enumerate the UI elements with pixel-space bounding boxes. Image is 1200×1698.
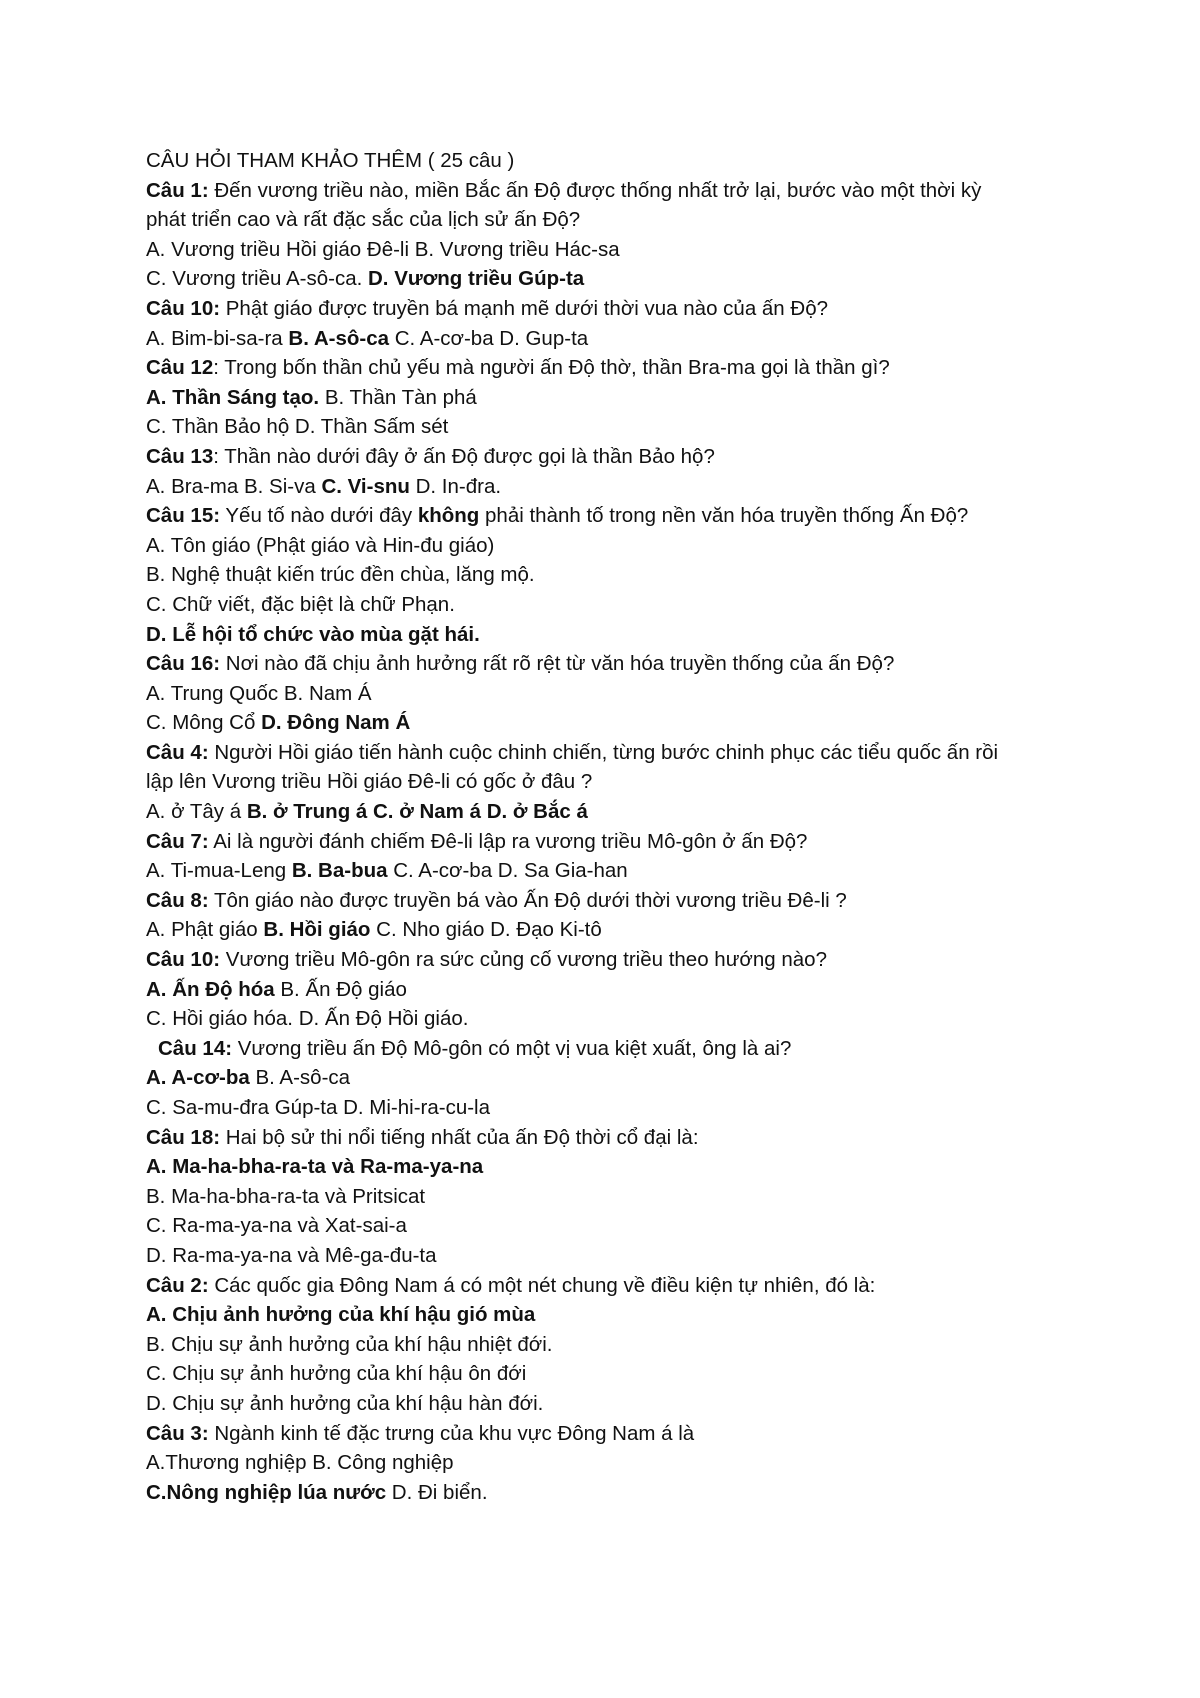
text-line — [146, 1330, 1106, 1360]
text-line — [146, 1478, 1106, 1508]
bold-text: Câu 13 — [146, 444, 214, 468]
text-segment: C. A-cơ-ba D. Sa Gia-han — [387, 859, 628, 883]
text-line — [146, 649, 1106, 679]
text-segment: CÂU HỎI THAM KHẢO THÊM ( 25 câu ) — [146, 149, 515, 172]
bold-text: Câu 7: — [146, 829, 209, 853]
text-segment: Vương triều ấn Độ Mô-gôn có một vị vua kiệt xuất, ông là ai? — [232, 1036, 792, 1060]
bold-text: Câu 10: — [146, 296, 221, 320]
text-line — [146, 412, 1106, 442]
bold-text: Câu 1: — [146, 178, 209, 202]
text-segment: Ngành kinh tế đặc trưng của khu vực Đông Nam á là — [208, 1421, 695, 1445]
text-segment: B. Ấn Độ giáo — [274, 977, 407, 1001]
text-segment: B. Chịu sự ảnh hưởng của khí hậu nhiệt đới. — [146, 1332, 553, 1356]
text-segment: : Thần nào dưới đây ở ấn Độ được gọi là thần Bảo hộ? — [213, 444, 715, 468]
text-line — [146, 1093, 1106, 1123]
text-segment: C. Thần Bảo hộ D. Thần Sấm sét — [146, 415, 449, 439]
text-segment: C. Sa-mu-đra Gúp-ta D. Mi-hi-ra-cu-la — [146, 1096, 491, 1119]
text-segment: B. Nghệ thuật kiến trúc đền chùa, lăng mộ. — [146, 563, 535, 587]
text-segment: C. Chữ viết, đặc biệt là chữ Phạn. — [146, 592, 455, 616]
text-segment: C. Mông Cổ — [146, 711, 262, 735]
text-segment: phải thành tố trong nền văn hóa truyền thống Ấn Độ? — [479, 504, 969, 528]
text-line — [146, 1271, 1106, 1301]
bold-text: Câu 4: — [146, 740, 209, 764]
text-line — [146, 1419, 1106, 1449]
text-line — [146, 1448, 1106, 1478]
text-segment: Đến vương triều nào, miền Bắc ấn Độ được thống nhất trở lại, bước vào một thời kỳ — [208, 178, 982, 202]
text-segment: B. Ma-ha-bha-ra-ta và Pritsicat — [146, 1184, 426, 1208]
text-segment: Tôn giáo nào được truyền bá vào Ấn Độ dưới thời vương triều Đê-li ? — [208, 888, 847, 912]
text-line — [146, 1004, 1106, 1034]
text-line — [146, 383, 1106, 413]
text-segment: Yếu tố nào dưới đây — [220, 504, 418, 528]
bold-text: Câu 15: — [146, 504, 221, 528]
text-segment: Người Hồi giáo tiến hành cuộc chinh chiến, từng bước chinh phục các tiểu quốc ấn rồi — [208, 740, 999, 764]
bold-text: D. Vương triều Gúp-ta — [368, 267, 585, 291]
bold-text: A. Ấn Độ hóa — [146, 977, 275, 1001]
text-segment: lập lên Vương triều Hồi giáo Đê-li có gốc ở đâu ? — [146, 770, 593, 794]
text-segment: Nơi nào đã chịu ảnh hưởng rất rõ rệt từ văn hóa truyền thống của ấn Độ? — [220, 652, 895, 676]
text-segment: : Trong bốn thần chủ yếu mà người ấn Độ thờ, thần Bra-ma gọi là thần gì? — [213, 356, 890, 380]
text-segment: D. Chịu sự ảnh hưởng của khí hậu hàn đới. — [146, 1391, 544, 1415]
text-segment: A. Bim-bi-sa-ra — [146, 326, 289, 350]
text-line — [146, 353, 1106, 383]
text-line — [146, 235, 1106, 265]
bold-text: Câu 16: — [146, 652, 221, 676]
bold-text: không — [417, 504, 480, 528]
text-line — [146, 945, 1106, 975]
text-segment: A. Trung Quốc B. Nam Á — [146, 681, 372, 705]
text-line — [146, 1359, 1106, 1389]
text-line — [146, 1152, 1106, 1182]
text-line — [146, 679, 1106, 709]
bold-text: Câu 8: — [146, 888, 209, 912]
text-segment: C. Chịu sự ảnh hưởng của khí hậu ôn đới — [146, 1362, 527, 1386]
text-line — [146, 767, 1106, 797]
text-segment: D. Đi biển. — [386, 1480, 488, 1504]
text-line — [146, 294, 1106, 324]
text-line — [146, 738, 1106, 768]
text-segment: A. Tôn giáo (Phật giáo và Hin-đu giáo) — [146, 533, 495, 557]
bold-text: Câu 3: — [146, 1421, 209, 1445]
text-segment: A. Vương triều Hồi giáo Đê-li B. Vương triều Hác-sa — [146, 237, 620, 261]
bold-text: D. Đông Nam Á — [261, 711, 411, 735]
text-line — [146, 886, 1106, 916]
text-segment: Vương triều Mô-gôn ra sức củng cố vương triều theo hướng nào? — [220, 948, 827, 972]
text-segment: Phật giáo được truyền bá mạnh mẽ dưới thời vua nào của ấn Độ? — [220, 296, 829, 320]
bold-text: B. ở Trung á C. ở Nam á D. ở Bắc á — [246, 800, 588, 824]
text-line — [146, 1182, 1106, 1212]
text-segment: C. Hồi giáo hóa. D. Ấn Độ Hồi giáo. — [146, 1007, 469, 1031]
text-segment: C. Ra-ma-ya-na và Xat-sai-a — [146, 1214, 407, 1238]
bold-text: A. Thần Sáng tạo. — [146, 385, 320, 409]
text-line — [146, 176, 1106, 206]
bold-text: B. Hồi giáo — [263, 918, 371, 942]
text-line — [146, 324, 1106, 354]
text-line — [146, 856, 1106, 886]
text-segment: A.Thương nghiệp B. Công nghiệp — [146, 1451, 454, 1475]
text-line — [146, 975, 1106, 1005]
text-line — [146, 1241, 1106, 1271]
text-line — [146, 1063, 1106, 1093]
bold-text: B. Ba-bua — [291, 859, 388, 883]
bold-text: A. Chịu ảnh hưởng của khí hậu gió mùa — [146, 1303, 536, 1327]
document-body — [146, 146, 1106, 1507]
bold-text: A. Ma-ha-bha-ra-ta và Ra-ma-ya-na — [146, 1155, 484, 1179]
bold-text: C.Nông nghiệp lúa nước — [146, 1480, 387, 1504]
bold-text: A. A-cơ-ba — [146, 1066, 250, 1090]
bold-text: Câu 14: — [158, 1036, 233, 1060]
text-segment: C. Vương triều A-sô-ca. — [146, 267, 368, 291]
text-line — [146, 1389, 1106, 1419]
bold-text: Câu 10: — [146, 948, 221, 972]
text-segment: D. In-đra. — [409, 474, 502, 498]
text-line — [146, 827, 1106, 857]
text-segment: C. Nho giáo D. Đạo Ki-tô — [370, 918, 602, 942]
text-segment: Các quốc gia Đông Nam á có một nét chung về điều kiện tự nhiên, đó là: — [208, 1273, 876, 1297]
text-line — [146, 264, 1106, 294]
text-segment: Hai bộ sử thi nổi tiếng nhất của ấn Độ thời cổ đại là: — [220, 1125, 699, 1149]
text-segment: A. Bra-ma B. Si-va — [146, 474, 322, 498]
text-segment: phát triển cao và rất đặc sắc của lịch sử ấn Độ? — [146, 208, 581, 232]
text-line — [146, 708, 1106, 738]
text-segment: D. Ra-ma-ya-na và Mê-ga-đu-ta — [146, 1243, 437, 1267]
text-line — [146, 620, 1106, 650]
bold-text: C. Vi-snu — [321, 474, 410, 498]
text-line — [146, 915, 1106, 945]
text-line — [146, 1123, 1106, 1153]
bold-text: Câu 2: — [146, 1273, 209, 1297]
document-title — [146, 146, 1106, 176]
text-segment: A. ở Tây á — [146, 800, 247, 824]
text-line — [146, 797, 1106, 827]
bold-text: Câu 18: — [146, 1125, 221, 1149]
text-segment: B. Thần Tàn phá — [319, 385, 477, 409]
text-line — [146, 590, 1106, 620]
text-line — [146, 560, 1106, 590]
text-line — [146, 1034, 1106, 1064]
text-line — [146, 442, 1106, 472]
text-segment: B. A-sô-ca — [249, 1066, 351, 1090]
text-segment: Ai là người đánh chiếm Đê-li lập ra vương triều Mô-gôn ở ấn Độ? — [208, 829, 808, 853]
bold-text: D. Lễ hội tổ chức vào mùa gặt hái. — [146, 622, 480, 646]
text-line — [146, 472, 1106, 502]
text-line — [146, 531, 1106, 561]
bold-text: B. A-sô-ca — [288, 326, 390, 350]
text-line — [146, 1300, 1106, 1330]
text-segment: A. Phật giáo — [146, 918, 264, 942]
text-segment: A. Ti-mua-Leng — [146, 859, 292, 883]
text-line — [146, 205, 1106, 235]
bold-text: Câu 12 — [146, 356, 214, 380]
text-segment: C. A-cơ-ba D. Gup-ta — [389, 326, 589, 350]
text-line — [146, 1211, 1106, 1241]
text-line — [146, 501, 1106, 531]
